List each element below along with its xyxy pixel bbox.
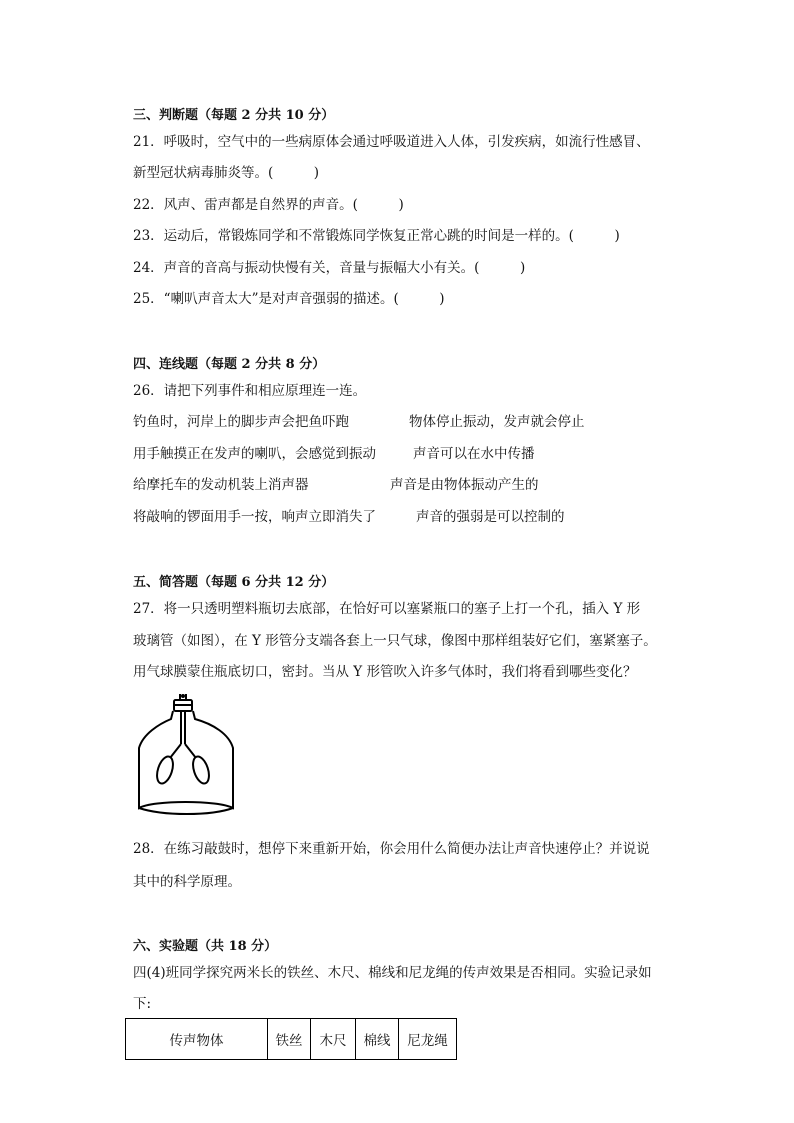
principle-item: 物体停止振动，发声就会停止 (409, 414, 585, 430)
question-28-line-1: 28．在练习敲鼓时，想停下来重新开始，你会用什么简便办法让声音快速停止？并说说 (133, 841, 650, 857)
question-27-line-3: 用气球膜蒙住瓶底切口，密封。当从 Y 形管吹入许多气体时，我们将看到哪些变化？ (133, 664, 637, 680)
section-6-intro-line-1: 四(4)班同学探究两米长的铁丝、木尺、棉线和尼龙绳的传声效果是否相同。实验记录如 (133, 965, 652, 981)
event-item: 将敲响的锣面用手一按，响声立即消失了 (133, 509, 376, 525)
question-23: 23．运动后，常锻炼同学和不常锻炼同学恢复正常心跳的时间是一样的。( ) (133, 228, 620, 244)
table-header-cell: 棉线 (356, 1019, 399, 1060)
question-21-line-2: 新型冠状病毒肺炎等。( ) (133, 165, 320, 181)
section-5-header: 五、简答题（每题 6 分共 12 分） (133, 575, 335, 590)
question-26: 26．请把下列事件和相应原理连一连。 (133, 383, 367, 399)
principle-item: 声音的强弱是可以控制的 (416, 509, 565, 525)
table-header-cell: 木尺 (311, 1019, 356, 1060)
question-27-line-1: 27．将一只透明塑料瓶切去底部，在恰好可以塞紧瓶口的塞子上打一个孔，插入 Y 形 (133, 601, 641, 617)
bottle-balloon-figure (133, 694, 241, 822)
question-27-line-2: 玻璃管（如图），在 Y 形管分支端各套上一只气球，像图中那样组装好它们，塞紧塞子。 (133, 633, 657, 649)
question-22: 22．风声、雷声都是自然界的声音。( ) (133, 197, 404, 213)
principle-item: 声音是由物体振动产生的 (390, 477, 539, 493)
question-25: 25．“喇叭声音太大”是对声音强弱的描述。( ) (133, 291, 445, 307)
section-6-intro-line-2: 下: (133, 996, 152, 1012)
question-24: 24．声音的音高与振动快慢有关，音量与振幅大小有关。( ) (133, 260, 526, 276)
experiment-record-table (125, 1018, 457, 1060)
question-21-line-1: 21．呼吸时，空气中的一些病原体会通过呼吸道进入人体，引发疾病，如流行性感冒、 (133, 134, 650, 150)
section-6-header: 六、实验题（共 18 分） (133, 939, 278, 954)
event-item: 给摩托车的发动机装上消声器 (133, 477, 309, 493)
principle-item: 声音可以在水中传播 (413, 446, 535, 462)
table-header-cell: 传声物体 (126, 1019, 268, 1060)
section-4-header: 四、连线题（每题 2 分共 8 分） (133, 357, 326, 372)
table-header-cell: 尼龙绳 (399, 1019, 457, 1060)
question-28-line-2: 其中的科学原理。 (133, 874, 241, 890)
event-item: 钓鱼时，河岸上的脚步声会把鱼吓跑 (133, 414, 349, 430)
bottle-lung-model-icon (133, 694, 241, 818)
table-row (126, 1019, 457, 1060)
table-header-cell: 铁丝 (268, 1019, 311, 1060)
section-3-header: 三、判断题（每题 2 分共 10 分） (133, 108, 335, 123)
event-item: 用手触摸正在发声的喇叭，会感觉到振动 (133, 446, 376, 462)
